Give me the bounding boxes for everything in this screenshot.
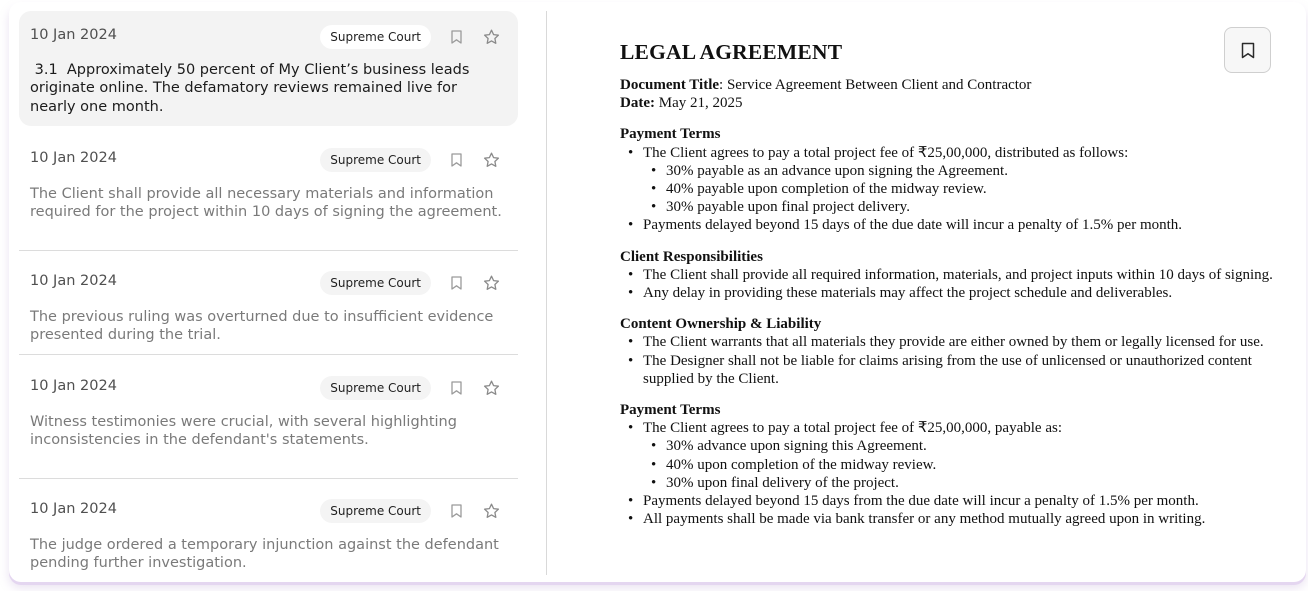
- document-date-label: Date:: [620, 95, 655, 112]
- document-bookmark-button[interactable]: [1224, 27, 1271, 73]
- case-summary: The judge ordered a temporary injunction against the defendant pending further investigation.: [30, 537, 499, 572]
- sub-list-item: • 30% upon final delivery of the project.: [643, 474, 1280, 492]
- case-card-header: [30, 271, 506, 295]
- document-title-line: [620, 76, 1280, 94]
- doc-section: [620, 401, 1280, 528]
- star-icon[interactable]: [482, 151, 500, 169]
- doc-section: [620, 125, 1280, 234]
- court-badge: Supreme Court: [320, 376, 431, 400]
- list-item: • Payments delayed beyond 15 days of the due date will incur a penalty of 1.5% per month.: [620, 216, 1280, 234]
- sub-list: [643, 437, 1280, 492]
- list-item: • Any delay in providing these materials may affect the project schedule and deliverables.: [620, 284, 1280, 302]
- section-heading: Client Responsibilities: [620, 248, 763, 265]
- section-list: [620, 144, 1280, 235]
- case-date: 10 Jan 2024: [30, 150, 117, 166]
- list-item-text: The Client agrees to pay a total project fee of ₹25,00,000, distributed as follows:: [643, 144, 1129, 161]
- list-item: • All payments shall be made via bank transfer or any method mutually agreed upon in writing.: [620, 510, 1280, 528]
- sub-list: [643, 162, 1280, 217]
- case-summary: The Client shall provide all necessary materials and information required for the project within 10 days of signing the agreement.: [30, 186, 502, 221]
- bookmark-icon[interactable]: [447, 502, 465, 520]
- app-window: [9, 2, 1306, 582]
- case-list: [19, 11, 518, 580]
- case-date: 10 Jan 2024: [30, 378, 117, 394]
- court-badge: Supreme Court: [320, 271, 431, 295]
- document-heading: LEGAL AGREEMENT: [620, 40, 843, 64]
- list-item: [620, 144, 1280, 217]
- bookmark-icon[interactable]: [447, 151, 465, 169]
- section-heading: Payment Terms: [620, 402, 721, 419]
- case-card-header: [30, 376, 506, 400]
- case-summary: Witness testimonies were crucial, with several highlighting inconsistencies in the defendant's statements.: [30, 414, 457, 449]
- section-heading: Content Ownership & Liability: [620, 316, 822, 333]
- list-item: [620, 419, 1280, 492]
- list-item: • The Designer shall not be liable for claims arising from the use of unlicensed or unauthorized content supplied by the Client.: [620, 352, 1280, 388]
- panel-divider: [546, 11, 547, 575]
- case-card[interactable]: [19, 11, 518, 126]
- doc-section: [620, 315, 1280, 388]
- sub-list-item: • 30% advance upon signing this Agreement.: [643, 437, 1280, 455]
- case-card-header: [30, 25, 506, 49]
- list-item: • The Client warrants that all materials they provide are either owned by them or legally licensed for use.: [620, 333, 1280, 351]
- bookmark-icon[interactable]: [447, 274, 465, 292]
- court-badge: Supreme Court: [320, 148, 431, 172]
- doc-section: [620, 248, 1280, 303]
- case-date: 10 Jan 2024: [30, 273, 117, 289]
- sub-list-item: • 30% payable as an advance upon signing the Agreement.: [643, 162, 1280, 180]
- star-icon[interactable]: [482, 379, 500, 397]
- case-card[interactable]: [19, 362, 518, 479]
- bookmark-icon[interactable]: [447, 379, 465, 397]
- case-card-header: [30, 148, 506, 172]
- case-summary: 3.1 Approximately 50 percent of My Client’s business leads originate online. The defamatory reviews remained live for nearly one month.: [30, 62, 470, 115]
- star-icon[interactable]: [482, 28, 500, 46]
- document-title-value: : Service Agreement Between Client and Contractor: [719, 77, 1032, 93]
- document-date-line: [620, 94, 1280, 112]
- star-icon[interactable]: [482, 274, 500, 292]
- section-list: [620, 419, 1280, 528]
- case-summary: The previous ruling was overturned due to insufficient evidence presented during the trial.: [30, 309, 494, 344]
- case-date: 10 Jan 2024: [30, 27, 117, 43]
- sub-list-item: • 40% payable upon completion of the midway review.: [643, 180, 1280, 198]
- case-card[interactable]: [19, 485, 518, 580]
- court-badge: Supreme Court: [320, 25, 431, 49]
- document-date-value: May 21, 2025: [654, 95, 743, 112]
- list-item: • Payments delayed beyond 15 days from the due date will incur a penalty of 1.5% per month.: [620, 492, 1280, 510]
- court-badge: Supreme Court: [320, 499, 431, 523]
- case-date: 10 Jan 2024: [30, 501, 117, 517]
- star-icon[interactable]: [482, 502, 500, 520]
- case-card[interactable]: [19, 134, 518, 251]
- document-title-label: Document Title: [620, 77, 720, 93]
- section-heading: Payment Terms: [620, 126, 721, 143]
- section-list: [620, 266, 1280, 302]
- bookmark-icon[interactable]: [447, 28, 465, 46]
- case-card[interactable]: [19, 257, 518, 355]
- sub-list-item: • 40% upon completion of the midway review.: [643, 456, 1280, 474]
- bookmark-icon: [1241, 42, 1255, 59]
- section-list: [620, 333, 1280, 388]
- document-viewer: [620, 39, 1280, 528]
- sub-list-item: • 30% payable upon final project delivery.: [643, 198, 1280, 216]
- case-card-header: [30, 499, 506, 523]
- list-item: • The Client shall provide all required information, materials, and project inputs within 10 days of signing.: [620, 266, 1280, 284]
- list-item-text: The Client agrees to pay a total project fee of ₹25,00,000, payable as:: [643, 420, 1062, 437]
